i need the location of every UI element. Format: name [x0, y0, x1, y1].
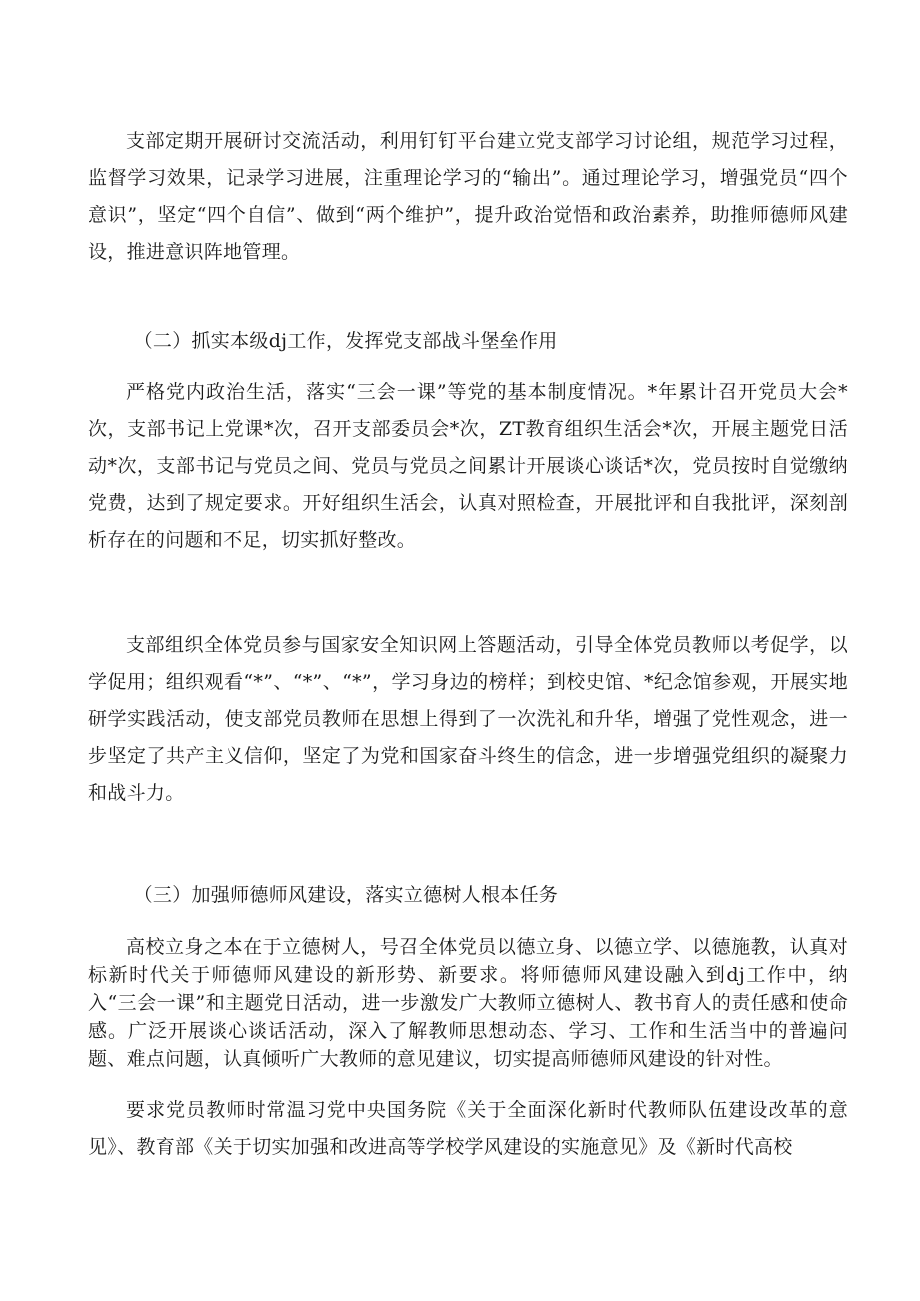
- paragraph-activities: 支部组织全体党员参与国家安全知识网上答题活动，引导全体党员教师以考促学，以学促用；组织观看“*”、“*”、“*”，学习身边的榜样；到校史馆、*纪念馆参观，开展实地研学实践活动，使支部党员教师在思想上得到了一次洗礼和升华，增强了党性观念，进一步坚定了共产主义信仰，坚定了为党和国家奋斗终生的信念，进一步增强党组织的凝聚力和战斗力。: [88, 634, 848, 804]
- paragraph-requirements: 要求党员教师时常温习党中央国务院《关于全面深化新时代教师队伍建设改革的意见》、教育部《关于切实加强和改进高等学校学风建设的实施意见》及《新时代高校: [88, 1099, 848, 1158]
- paragraph-teacher-ethics: 高校立身之本在于立德树人，号召全体党员以德立身、以德立学、以德施教，认真对标新时代关于师德师风建设的新形势、新要求。将师德师风建设融入到dj工作中，纳入“三会一课”和主题党日活动，进一步激发广大教师立德树人、教书育人的责任感和使命感。广泛开展谈心谈话活动，深入了解教师思想动态、学习、工作和生活当中的普遍问题、难点问题，认真倾听广大教师的意见建议，切实提高师德师风建设的针对性。: [88, 936, 848, 1070]
- section-heading-2: （二）抓实本级dj工作，发挥党支部战斗堡垒作用: [133, 330, 558, 352]
- paragraph-party-life: 严格党内政治生活，落实“三会一课”等党的基本制度情况。*年累计召开党员大会*次，支部书记上党课*次，召开支部委员会*次，ZT教育组织生活会*次，开展主题党日活动*次，支部书记与党员之间、党员与党员之间累计开展谈心谈话*次，党员按时自觉缴纳党费，达到了规定要求。开好组织生活会，认真对照检查，开展批评和自我批评，深刻剖析存在的问题和不足，切实抓好整改。: [88, 381, 848, 551]
- section-heading-3: （三）加强师德师风建设，落实立德树人根本任务: [133, 884, 559, 906]
- paragraph-study-discussion: 支部定期开展研讨交流活动，利用钉钉平台建立党支部学习讨论组，规范学习过程，监督学习效果，记录学习进展，注重理论学习的“输出”。通过理论学习，增强党员“四个意识”，坚定“四个自信”、做到“两个维护”，提升政治觉悟和政治素养，助推师德师风建设，推进意识阵地管理。: [88, 130, 848, 263]
